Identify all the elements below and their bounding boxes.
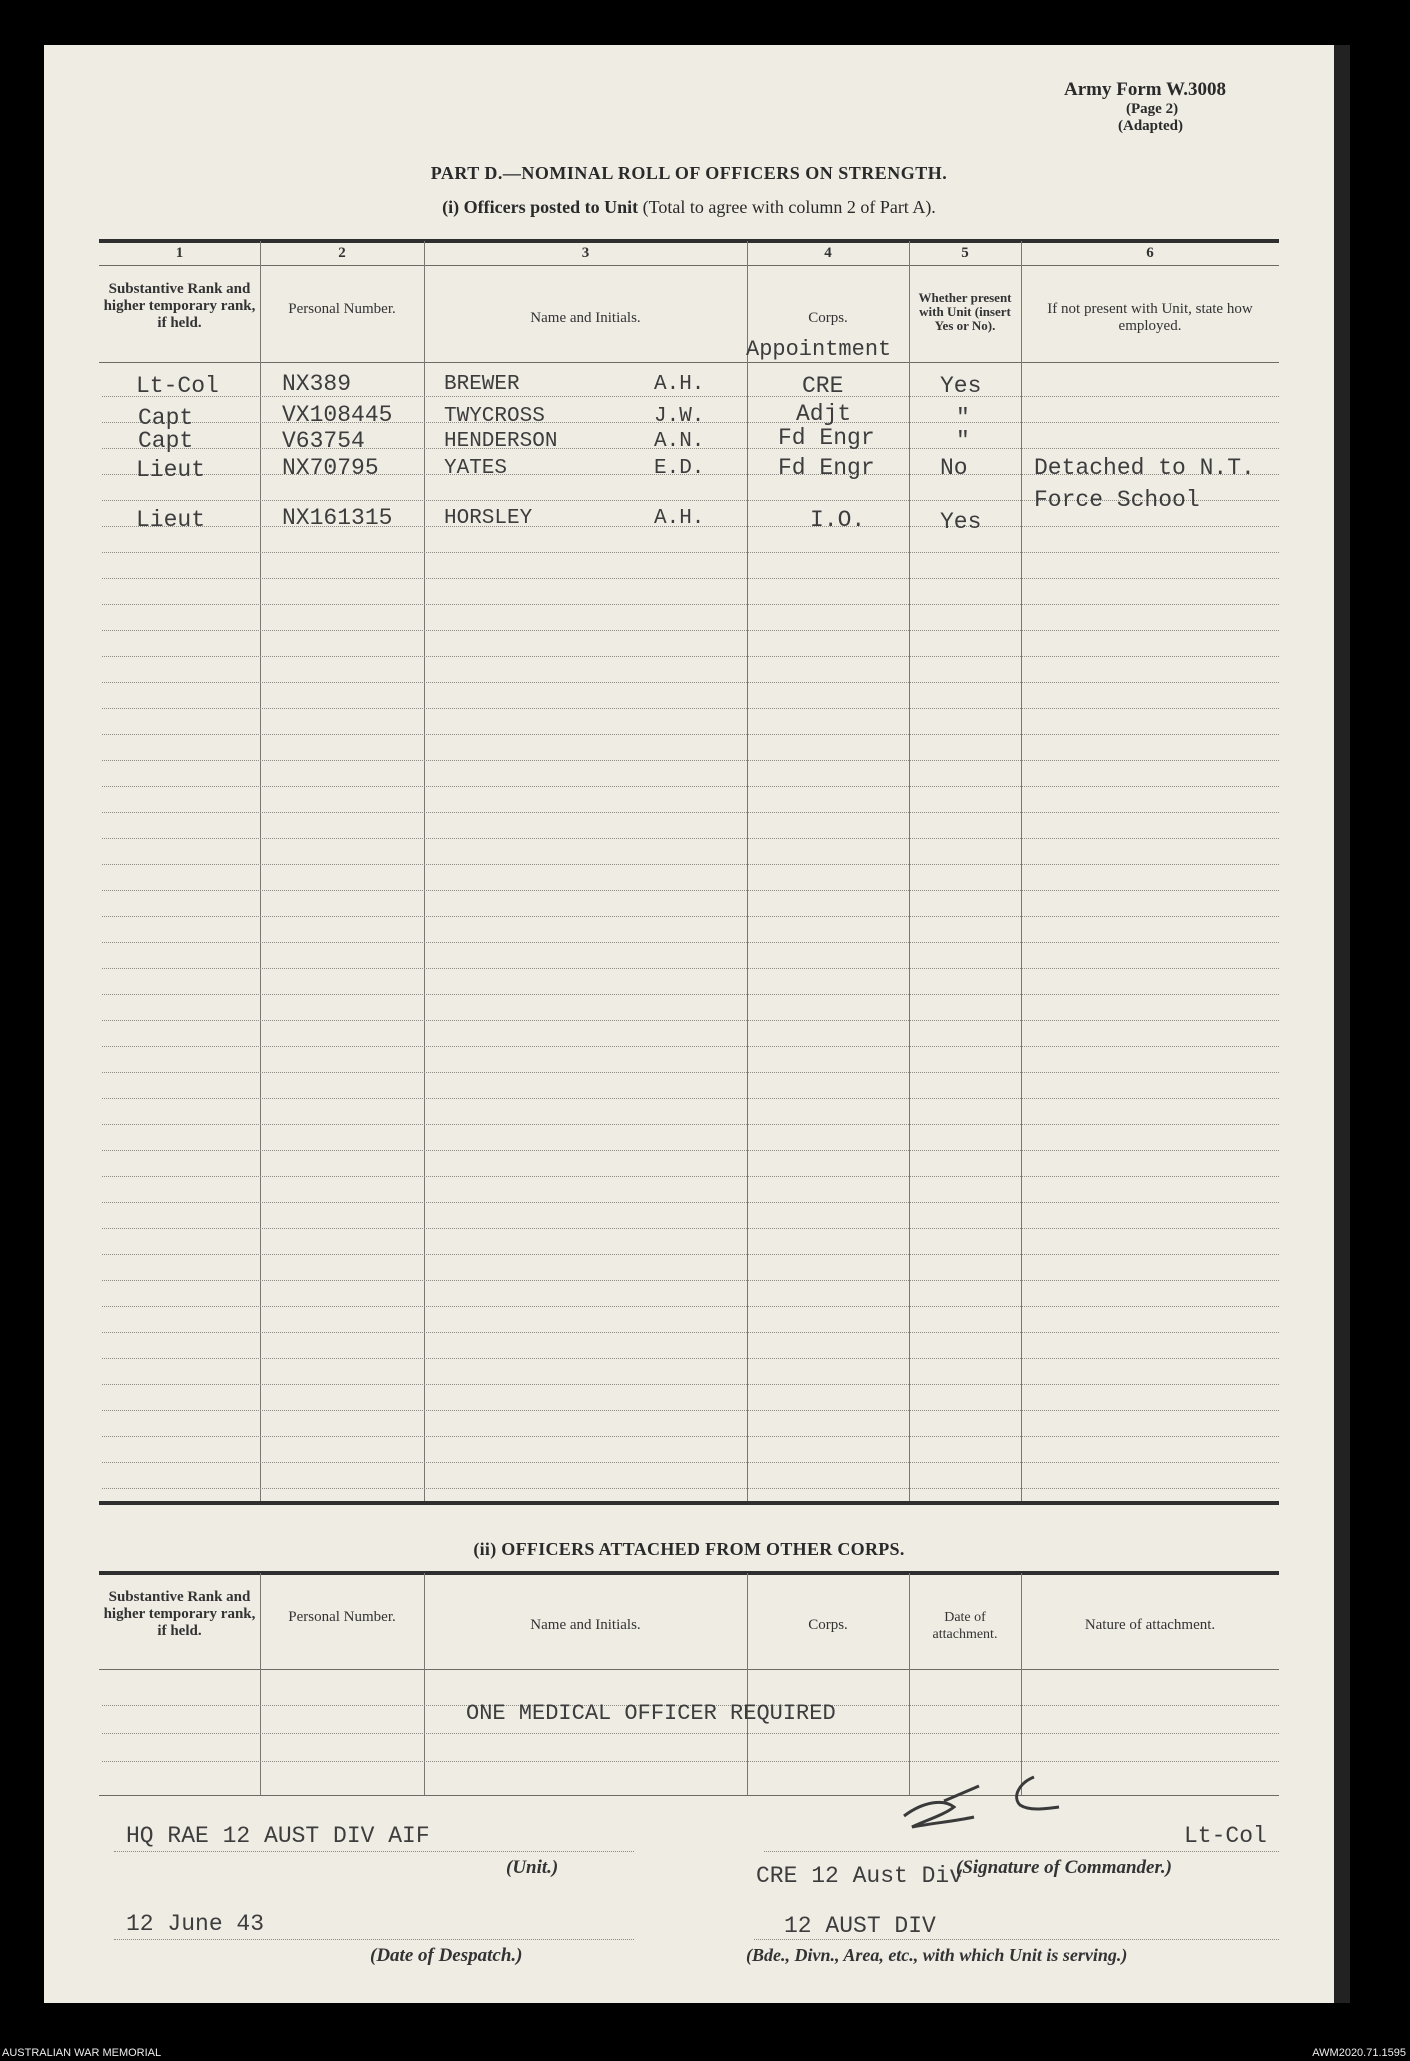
ii-col-header-number: Personal Number.: [288, 1609, 396, 1625]
row-3-rank: Capt: [138, 428, 194, 454]
col-number-3: 3: [581, 245, 590, 261]
row-4-employed: Detached to N.T.: [1034, 455, 1255, 481]
signature-dotted-line: [764, 1851, 1279, 1852]
ruled-line: [102, 604, 1279, 605]
serving-label: (Bde., Divn., Area, etc., with which Unit is serving.): [746, 1945, 1128, 1965]
col-number-4: 4: [824, 245, 832, 261]
row-1-number: NX389: [282, 371, 352, 397]
table-header-rule: [99, 362, 1279, 363]
col-header-number: Personal Number.: [288, 301, 396, 317]
row-4-corps: Fd Engr: [778, 455, 875, 481]
col-divider-4: [909, 241, 910, 1501]
ruled-line: [102, 760, 1279, 761]
ruled-line: [102, 1410, 1279, 1411]
row-5-name: HORSLEY: [444, 507, 533, 530]
table-top-rule: [99, 239, 1279, 243]
signature-rank: Lt-Col: [1184, 1823, 1267, 1849]
ruled-line: [102, 916, 1279, 917]
col-divider-2: [424, 241, 425, 1501]
ruled-line: [102, 1488, 1279, 1489]
table-number-rule: [99, 265, 1279, 266]
form-title: Army Form W.3008: [1064, 79, 1227, 100]
ruled-line: [102, 630, 1279, 631]
part-ii-header-rule: [99, 1669, 1279, 1670]
row-5-number: NX161315: [282, 505, 393, 531]
ruled-line: [102, 968, 1279, 969]
row-4-rank: Lieut: [136, 457, 206, 483]
row-5-initials: A.H.: [654, 507, 705, 530]
row-4-initials: E.D.: [654, 457, 705, 480]
ruled-line: [102, 578, 1279, 579]
row-2-rank: Capt: [138, 405, 194, 431]
col-header-employed: If not present with Unit, state how employed.: [1047, 301, 1253, 334]
ruled-line: [102, 1072, 1279, 1073]
date-label: (Date of Despatch.): [370, 1945, 523, 1966]
ruled-line: [102, 1436, 1279, 1437]
col-number-5: 5: [961, 245, 969, 261]
part-d-heading: PART D.—NOMINAL ROLL OF OFFICERS ON STRENGTH.: [430, 163, 948, 183]
row-2-name: TWYCROSS: [444, 405, 545, 428]
row-5-rank: Lieut: [136, 507, 206, 533]
signature-label: (Signature of Commander.): [956, 1857, 1172, 1878]
ruled-line: [102, 1332, 1279, 1333]
col-divider-5: [1021, 241, 1022, 1501]
col-number-6: 6: [1146, 245, 1154, 261]
ruled-line: [102, 1254, 1279, 1255]
form-adapted: (Adapted): [1118, 118, 1184, 134]
part-d-subheading: [44, 197, 1334, 218]
form-page: [44, 45, 1334, 2003]
ruled-line: [102, 708, 1279, 709]
ruled-line: [102, 1046, 1279, 1047]
col-number-2: 2: [338, 245, 346, 261]
col-header-corps: Corps.: [808, 310, 848, 326]
serving-value: 12 AUST DIV: [784, 1913, 936, 1939]
col-divider-1: [260, 241, 261, 1501]
part-ii-entry: ONE MEDICAL OFFICER REQUIRED: [466, 1701, 836, 1726]
unit-label: (Unit.): [506, 1857, 559, 1878]
ruled-line: [102, 734, 1279, 735]
row-3-present: ": [956, 428, 970, 454]
ruled-line: [102, 552, 1279, 553]
unit-value: HQ RAE 12 AUST DIV AIF: [126, 1823, 430, 1849]
ruled-line: [102, 864, 1279, 865]
ii-col-header-rank: Substantive Rank and higher temporary rank, if held.: [103, 1589, 256, 1639]
row-1-corps: CRE: [802, 373, 844, 399]
row-1-rank: Lt-Col: [136, 373, 219, 399]
ruled-line: [102, 1098, 1279, 1099]
ruled-line: [102, 682, 1279, 683]
col-number-1: 1: [175, 245, 184, 261]
row-1-name: BREWER: [444, 373, 520, 396]
col-header-present: Whether present with Unit (insert Yes or No).: [918, 290, 1012, 333]
ruled-line: [102, 994, 1279, 995]
ruled-line: [102, 812, 1279, 813]
ruled-line: [102, 1280, 1279, 1281]
ruled-line: [102, 1020, 1279, 1021]
serving-dotted-line: [754, 1939, 1279, 1940]
ruled-line: [102, 396, 1279, 397]
ii-col-header-corps: Corps.: [808, 1617, 848, 1633]
signature-title: CRE 12 Aust Div: [756, 1863, 964, 1889]
part-ii-top-rule: [99, 1571, 1279, 1575]
part-ii-heading: (ii) OFFICERS ATTACHED FROM OTHER CORPS.: [473, 1539, 905, 1559]
ruled-line: [102, 1761, 1279, 1762]
row-4-name: YATES: [444, 457, 508, 480]
ruled-line: [102, 1124, 1279, 1125]
ruled-line: [102, 1176, 1279, 1177]
credit-bar: [0, 2047, 1410, 2061]
ruled-line: [102, 1228, 1279, 1229]
col-header-rank: Substantive Rank and higher temporary rank, if held.: [103, 281, 256, 331]
ruled-line: [102, 942, 1279, 943]
row-5-present: Yes: [940, 509, 982, 535]
ii-col-header-name: Name and Initials.: [530, 1617, 641, 1633]
row-4b-employed: Force School: [1034, 487, 1200, 513]
row-4-present: No: [940, 455, 968, 481]
credit-right: AWM2020.71.1595: [1312, 2047, 1406, 2059]
ii-col-header-nature: Nature of attachment.: [1084, 1617, 1216, 1633]
row-2-number: VX108445: [282, 402, 393, 428]
ii-col-header-date: Date of attachment.: [932, 1610, 998, 1642]
date-value: 12 June 43: [126, 1911, 265, 1937]
row-1-present: Yes: [940, 373, 982, 399]
row-3-number: V63754: [282, 428, 365, 454]
row-2-initials: J.W.: [654, 405, 705, 428]
table-bottom-rule: [99, 1501, 1279, 1505]
ruled-line: [102, 1733, 1279, 1734]
ruled-line: [102, 1384, 1279, 1385]
row-2-present: ": [956, 405, 970, 431]
ruled-line: [102, 656, 1279, 657]
form-page-number: (Page 2): [1126, 101, 1179, 117]
date-dotted-line: [114, 1939, 634, 1940]
corps-annotation: Appointment: [746, 337, 892, 362]
part-d-subheading-bold: (i) Officers posted to Unit: [442, 197, 639, 217]
unit-dotted-line: [114, 1851, 634, 1852]
credit-left: AUSTRALIAN WAR MEMORIAL: [2, 2047, 162, 2059]
ruled-line: [102, 890, 1279, 891]
row-2-corps: Adjt: [796, 401, 852, 427]
ruled-line: [102, 1358, 1279, 1359]
ruled-line: [102, 1306, 1279, 1307]
ruled-line: [102, 1462, 1279, 1463]
ruled-line: [102, 1150, 1279, 1151]
row-3-corps: Fd Engr: [778, 425, 875, 451]
page-edge-shadow: [1334, 45, 1350, 2003]
ruled-line: [102, 1202, 1279, 1203]
col-divider-3: [747, 241, 748, 1501]
row-4-number: NX70795: [282, 455, 379, 481]
part-d-subheading-rest: (Total to agree with column 2 of Part A).: [642, 197, 936, 217]
ruled-line: [102, 838, 1279, 839]
row-3-initials: A.N.: [654, 430, 705, 453]
col-header-name: Name and Initials.: [530, 310, 641, 326]
signature-mark: [884, 1771, 1084, 1851]
row-5-corps: I.O.: [810, 507, 866, 533]
part-ii-bottom-rule: [99, 1795, 1279, 1796]
ruled-line: [102, 786, 1279, 787]
row-1-initials: A.H.: [654, 373, 705, 396]
row-3-name: HENDERSON: [444, 430, 558, 453]
